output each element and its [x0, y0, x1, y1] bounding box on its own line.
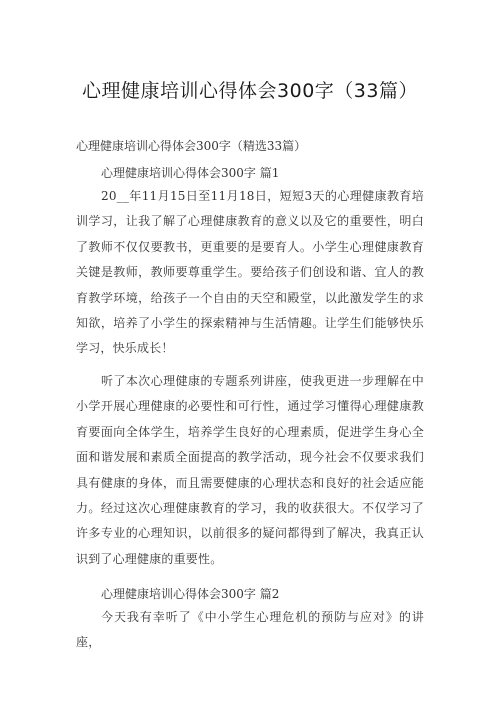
section-2-paragraph-1: 今天我有幸听了《中小学生心理危机的预防与应对》的讲座，	[76, 610, 424, 650]
document-subtitle: 心理健康培训心得体会300字（精选33篇）	[76, 139, 307, 153]
document-title: 心理健康培训心得体会300字（33篇）	[82, 80, 418, 102]
section-heading-2: 心理健康培训心得体会300字 篇2	[101, 587, 280, 601]
section-1-paragraph-1: 20__年11月15日至11月18日，短短3天的心理健康教育培训学习，让我了解了心理健康教育的意义以及它的重要性，明白了教师不仅仅要教书，更重要的是要育人。小学生心理健康教育关键是教师，教师要尊重学生。要给孩子们创设和谐、宜人的教育教学环境，给孩子一个自由的天空和殿堂，以此激发学生的求知欲，培养了小学生的探索精神与生活情趣。让学生们能够快乐学习，快乐成长！	[76, 189, 424, 356]
section-1-paragraph-2: 听了本次心理健康的专题系列讲座，使我更进一步理解在中小学开展心理健康的必要性和可行性，通过学习懂得心理健康教育要面向全体学生，培养学生良好的心理素质，促进学生身心全面和谐发展和素质全面提高的教学活动，现今社会不仅要求我们具有健康的身体，而且需要健康的心理状态和良好的社会适应能力。经过这次心理健康教育的学习，我的收获很大。不仅学习了许多专业的心理知识，以前很多的疑问都得到了解决，我真正认识到了心理健康的重要性。	[76, 374, 424, 566]
section-heading-1: 心理健康培训心得体会300字 篇1	[101, 166, 280, 180]
